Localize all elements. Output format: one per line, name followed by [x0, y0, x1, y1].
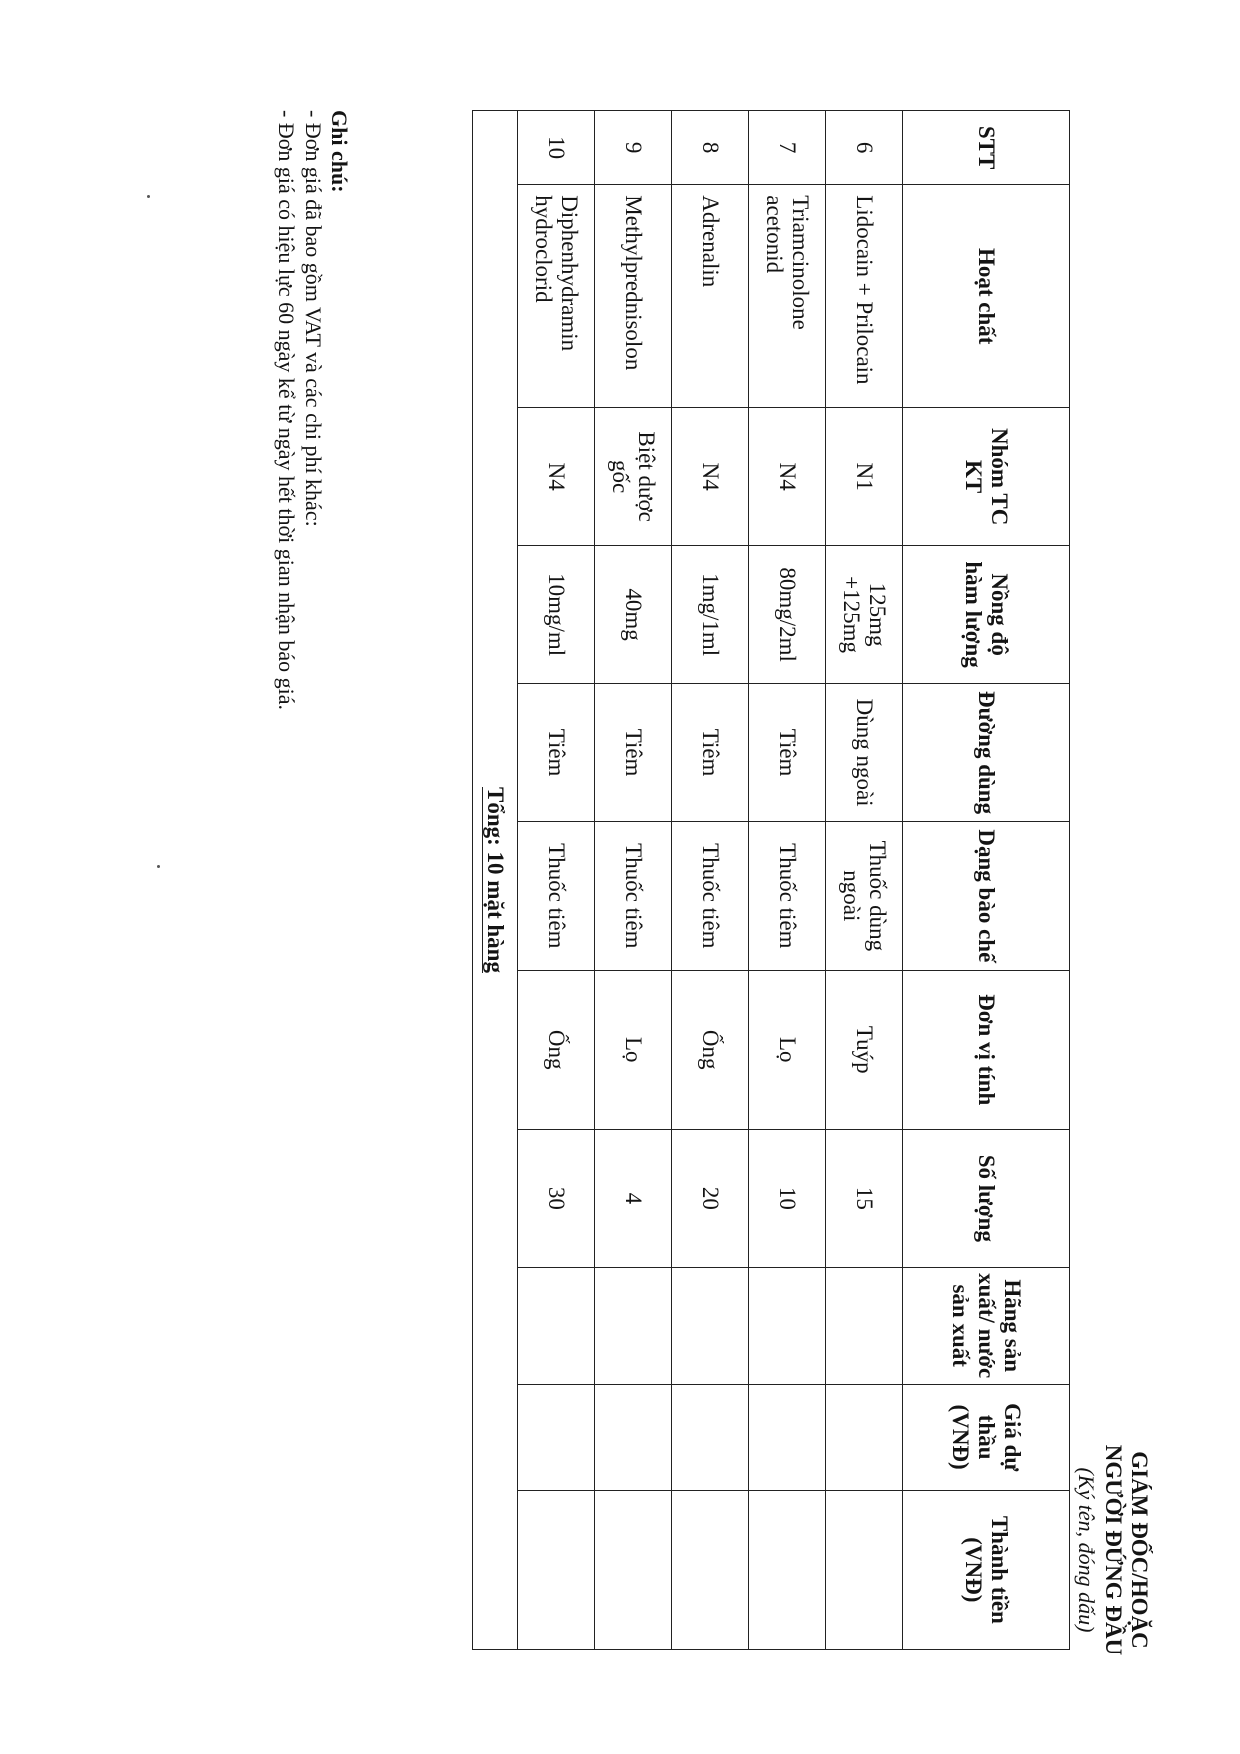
cell-quantity: 10 — [749, 1129, 826, 1267]
header-amount: Thành tiền (VNĐ) — [903, 1490, 1070, 1649]
cell-ingredient: Triamcinolone acetonid — [749, 185, 826, 408]
table-row — [672, 111, 749, 1650]
table-header-row — [903, 111, 1070, 1650]
cell-manufacturer — [672, 1267, 749, 1384]
cell-ingredient: Methylprednisolon — [595, 185, 672, 408]
table-row — [749, 111, 826, 1650]
cell-unit: Tuýp — [826, 970, 903, 1129]
cell-group: N4 — [518, 408, 595, 546]
cell-group: N4 — [672, 408, 749, 546]
cell-manufacturer — [749, 1267, 826, 1384]
cell-strength: 80mg/2ml — [749, 546, 826, 684]
cell-route: Tiêm — [749, 684, 826, 822]
header-unit: Đơn vị tính — [903, 970, 1070, 1129]
cell-price — [749, 1384, 826, 1490]
cell-amount — [749, 1490, 826, 1649]
cell-quantity: 4 — [595, 1129, 672, 1267]
cell-unit: Ống — [518, 970, 595, 1129]
cell-unit: Ống — [672, 970, 749, 1129]
cell-strength: 1mg/1ml — [672, 546, 749, 684]
cell-strength: 10mg/ml — [518, 546, 595, 684]
total-cell — [473, 111, 518, 1650]
signature-title-line2: NGƯỜI ĐỨNG ĐẦU — [1101, 1444, 1127, 1656]
cell-form: Thuốc dùng ngoài — [826, 822, 903, 971]
cell-route: Tiêm — [595, 684, 672, 822]
table-row — [826, 111, 903, 1650]
cell-manufacturer — [518, 1267, 595, 1384]
header-ingredient: Hoạt chất — [903, 185, 1070, 408]
cell-price — [826, 1384, 903, 1490]
cell-route: Tiêm — [672, 684, 749, 822]
cell-strength: 40mg — [595, 546, 672, 684]
header-stt: STT — [903, 111, 1070, 185]
cell-ingredient: Lidocain + Prilocain — [826, 185, 903, 408]
cell-manufacturer — [595, 1267, 672, 1384]
cell-amount — [595, 1490, 672, 1649]
note-item-2: - Đơn giá có hiệu lực 60 ngày kể từ ngày hết thời gian nhận báo giá. — [274, 110, 300, 711]
cell-manufacturer — [826, 1267, 903, 1384]
cell-group: N1 — [826, 408, 903, 546]
cell-unit: Lọ — [595, 970, 672, 1129]
cell-group: N4 — [749, 408, 826, 546]
cell-price — [518, 1384, 595, 1490]
table-row — [518, 111, 595, 1650]
cell-stt: 6 — [826, 111, 903, 185]
scan-speck — [157, 865, 160, 868]
cell-amount — [518, 1490, 595, 1649]
cell-quantity: 15 — [826, 1129, 903, 1267]
cell-stt: 9 — [595, 111, 672, 185]
header-price: Giá dự thầu (VNĐ) — [903, 1384, 1070, 1490]
cell-route: Tiêm — [518, 684, 595, 822]
signature-block — [1073, 1360, 1152, 1740]
header-group: Nhóm TC KT — [903, 408, 1070, 546]
cell-price — [595, 1384, 672, 1490]
scan-speck — [147, 195, 150, 198]
cell-form: Thuốc tiêm — [518, 822, 595, 971]
cell-amount — [672, 1490, 749, 1649]
signature-subtitle: (Ký tên, đóng dấu) — [1074, 1467, 1100, 1633]
cell-form: Thuốc tiêm — [672, 822, 749, 971]
header-strength: Nồng độ hàm lượng — [903, 546, 1070, 684]
table-row — [595, 111, 672, 1650]
header-quantity: Số lượng — [903, 1129, 1070, 1267]
cell-group: Biệt dược gốc — [595, 408, 672, 546]
cell-form: Thuốc tiêm — [749, 822, 826, 971]
cell-ingredient: Diphenhydramin hydroclorid — [518, 185, 595, 408]
quotation-table — [472, 110, 1070, 1650]
signature-title-line1: GIÁM ĐỐC/HOẶC — [1127, 1451, 1152, 1649]
header-route: Đường dùng — [903, 684, 1070, 822]
cell-amount — [826, 1490, 903, 1649]
total-label: Tổng: 10 mặt hàng — [482, 787, 508, 973]
cell-route: Dùng ngoài — [826, 684, 903, 822]
cell-stt: 7 — [749, 111, 826, 185]
cell-stt: 10 — [518, 111, 595, 185]
notes-block — [273, 110, 352, 710]
cell-ingredient: Adrenalin — [672, 185, 749, 408]
cell-quantity: 30 — [518, 1129, 595, 1267]
header-manufacturer: Hãng sản xuất/ nước sản xuất — [903, 1267, 1070, 1384]
cell-price — [672, 1384, 749, 1490]
cell-unit: Lọ — [749, 970, 826, 1129]
note-item-1: - Đơn giá đã bao gồm VAT và các chi phí khác: — [300, 110, 326, 527]
cell-form: Thuốc tiêm — [595, 822, 672, 971]
header-form: Dạng bào chế — [903, 822, 1070, 971]
cell-stt: 8 — [672, 111, 749, 185]
cell-strength: 125mg +125mg — [826, 546, 903, 684]
cell-quantity: 20 — [672, 1129, 749, 1267]
table-total-row — [473, 111, 518, 1650]
notes-title: Ghi chú: — [327, 110, 352, 193]
